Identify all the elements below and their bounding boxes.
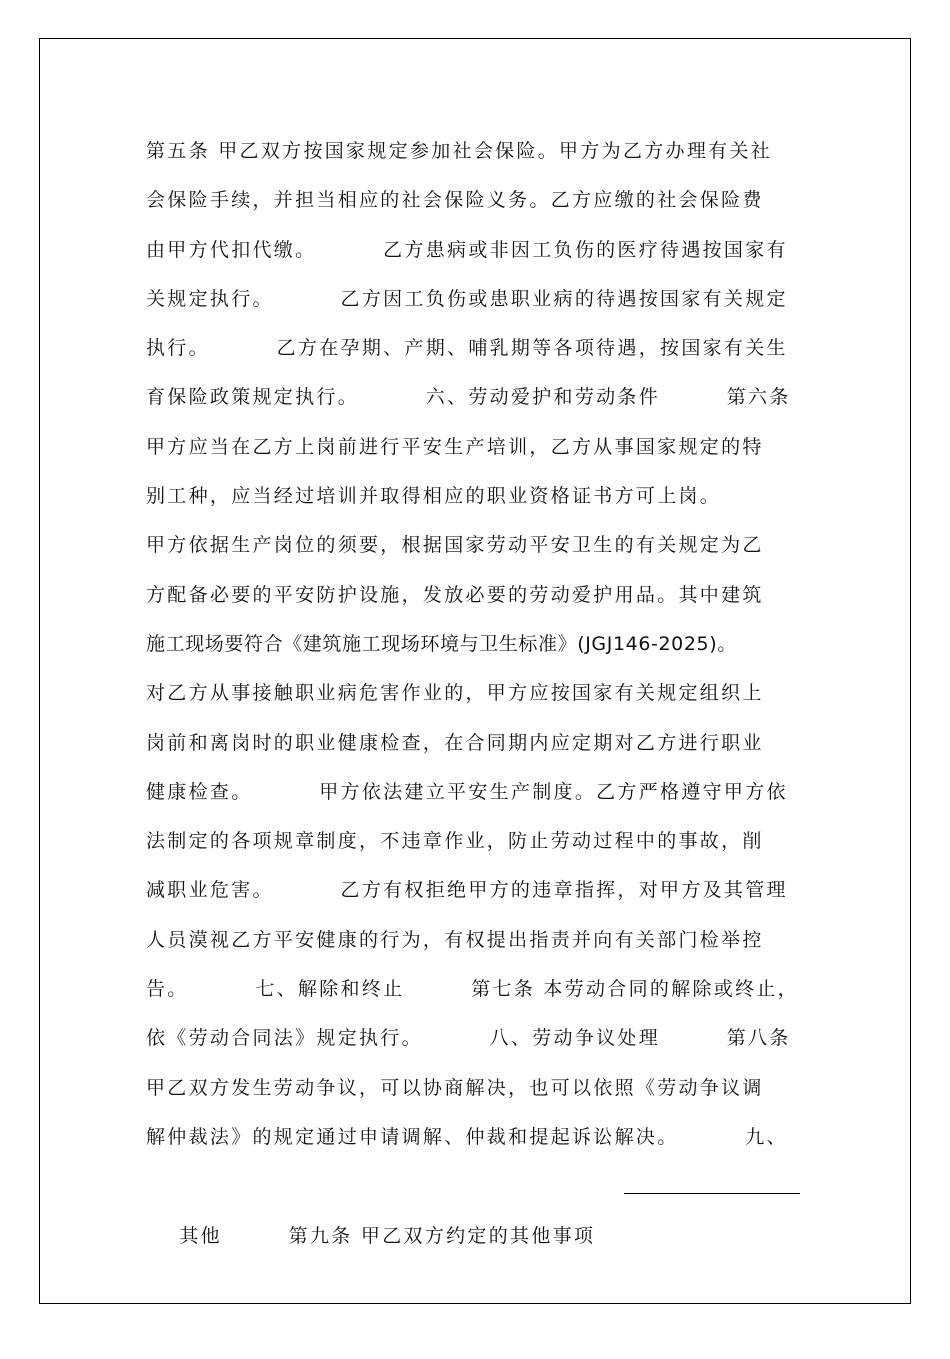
text-line: 甲乙双方发生劳动争议，可以协商解决，也可以依照《劳动争议调 xyxy=(146,1076,764,1099)
text-line: 甲方应当在乙方上岗前进行平安生产培训，乙方从事国家规定的特 xyxy=(146,435,764,458)
text-line: 方配备必要的平安防护设施，发放必要的劳动爱护用品。其中建筑 xyxy=(146,583,764,606)
text-line: 育保险政策规定执行。 六、劳动爱护和劳动条件 第六条 xyxy=(146,386,791,409)
text-line: 别工种，应当经过培训并取得相应的职业资格证书方可上岗。 xyxy=(146,485,722,508)
text-line: 关规定执行。 乙方因工负伤或患职业病的待遇按国家有关规定 xyxy=(146,287,788,310)
text-line: 其他 第九条 甲乙双方约定的其他事项 xyxy=(179,1224,596,1247)
text-line: 会保险手续，并担当相应的社会保险义务。乙方应缴的社会保险费 xyxy=(146,189,764,212)
text-line: 岗前和离岗时的职业健康检查，在合同期内应定期对乙方进行职业 xyxy=(146,731,764,754)
text-line: 法制定的各项规章制度，不违章作业，防止劳动过程中的事故，削 xyxy=(146,830,764,853)
text-line: 第五条 甲乙双方按国家规定参加社会保险。甲方为乙方办理有关社 xyxy=(146,140,773,162)
text-line: 对乙方从事接触职业病危害作业的，甲方应按国家有关规定组织上 xyxy=(146,682,764,705)
text-line: 减职业危害。 乙方有权拒绝甲方的违章指挥，对甲方及其管理 xyxy=(146,879,788,902)
text-line: 健康检查。 甲方依法建立平安生产制度。乙方严格遵守甲方依 xyxy=(146,780,788,803)
fill-in-blank[interactable] xyxy=(624,1192,800,1194)
text-line: 执行。 乙方在孕期、产期、哺乳期等各项待遇，按国家有关生 xyxy=(146,337,788,360)
text-line: 人员漠视乙方平安健康的行为，有权提出指责并向有关部门检举控 xyxy=(146,928,764,951)
text-line: 告。 七、解除和终止 第七条 本劳动合同的解除或终止， xyxy=(146,978,799,1001)
text-line: 由甲方代扣代缴。 乙方患病或非因工负伤的医疗待遇按国家有 xyxy=(146,238,788,261)
text-line: 甲方依据生产岗位的须要，根据国家劳动平安卫生的有关规定为乙 xyxy=(146,534,764,557)
text-line-last xyxy=(146,1162,846,1247)
document-body xyxy=(146,127,846,1247)
text-line: 施工现场要符合《建筑施工现场环境与卫生标准》(JGJ146-2025)。 xyxy=(146,632,737,655)
text-line: 依《劳动合同法》规定执行。 八、劳动争议处理 第八条 xyxy=(146,1027,791,1050)
text-line: 解仲裁法》的规定通过申请调解、仲裁和提起诉讼解决。 九、 xyxy=(146,1125,788,1148)
